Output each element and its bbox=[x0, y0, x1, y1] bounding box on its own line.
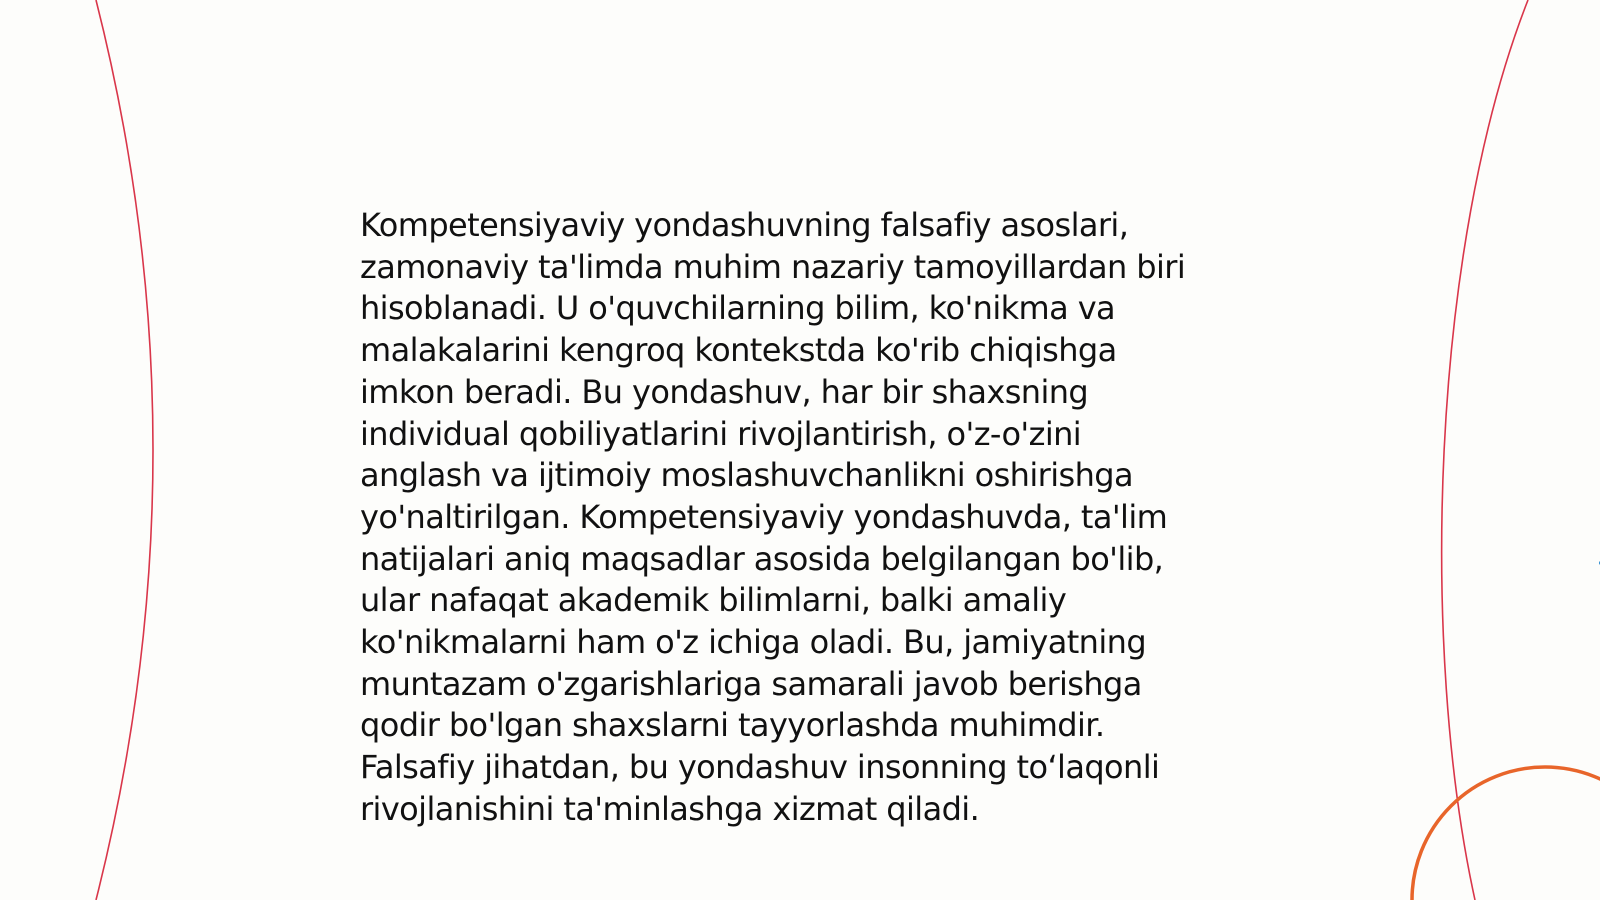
right-curve-line bbox=[1442, 0, 1528, 900]
accent-circle-outline bbox=[1412, 767, 1600, 900]
body-text: Kompetensiyaviy yondashuvning falsafiy asoslari, zamonaviy ta'limda muhim nazariy tamoyillardan biri hisoblanadi. U o'quvchilarning bilim, ko'nikma va malakalarini kengroq kontekstda ko'rib chiqishga imkon beradi. Bu yondashuv, har bir shaxsning individual qobiliyatlarini rivojlantirish, o'z-o'zini anglash va ijtimoiy moslashuvchanlikni oshirishga yo'naltirilgan. Kompetensiyaviy yondashuvda, ta'lim natijalari aniq maqsadlar asosida belgilangan bo'lib, ular nafaqat akademik bilimlarni, balki amaliy ko'nikmalarni ham o'z ichiga oladi. Bu, jamiyatning muntazam o'zgarishlariga samarali javob berishga qodir bo'lgan shaxslarni tayyorlashda muhimdir. Falsafiy jihatdan, bu yondashuv insonning to‘laqonli rivojlanishini ta'minlashga xizmat qiladi. bbox=[360, 206, 1186, 828]
left-curve-line bbox=[96, 0, 153, 900]
